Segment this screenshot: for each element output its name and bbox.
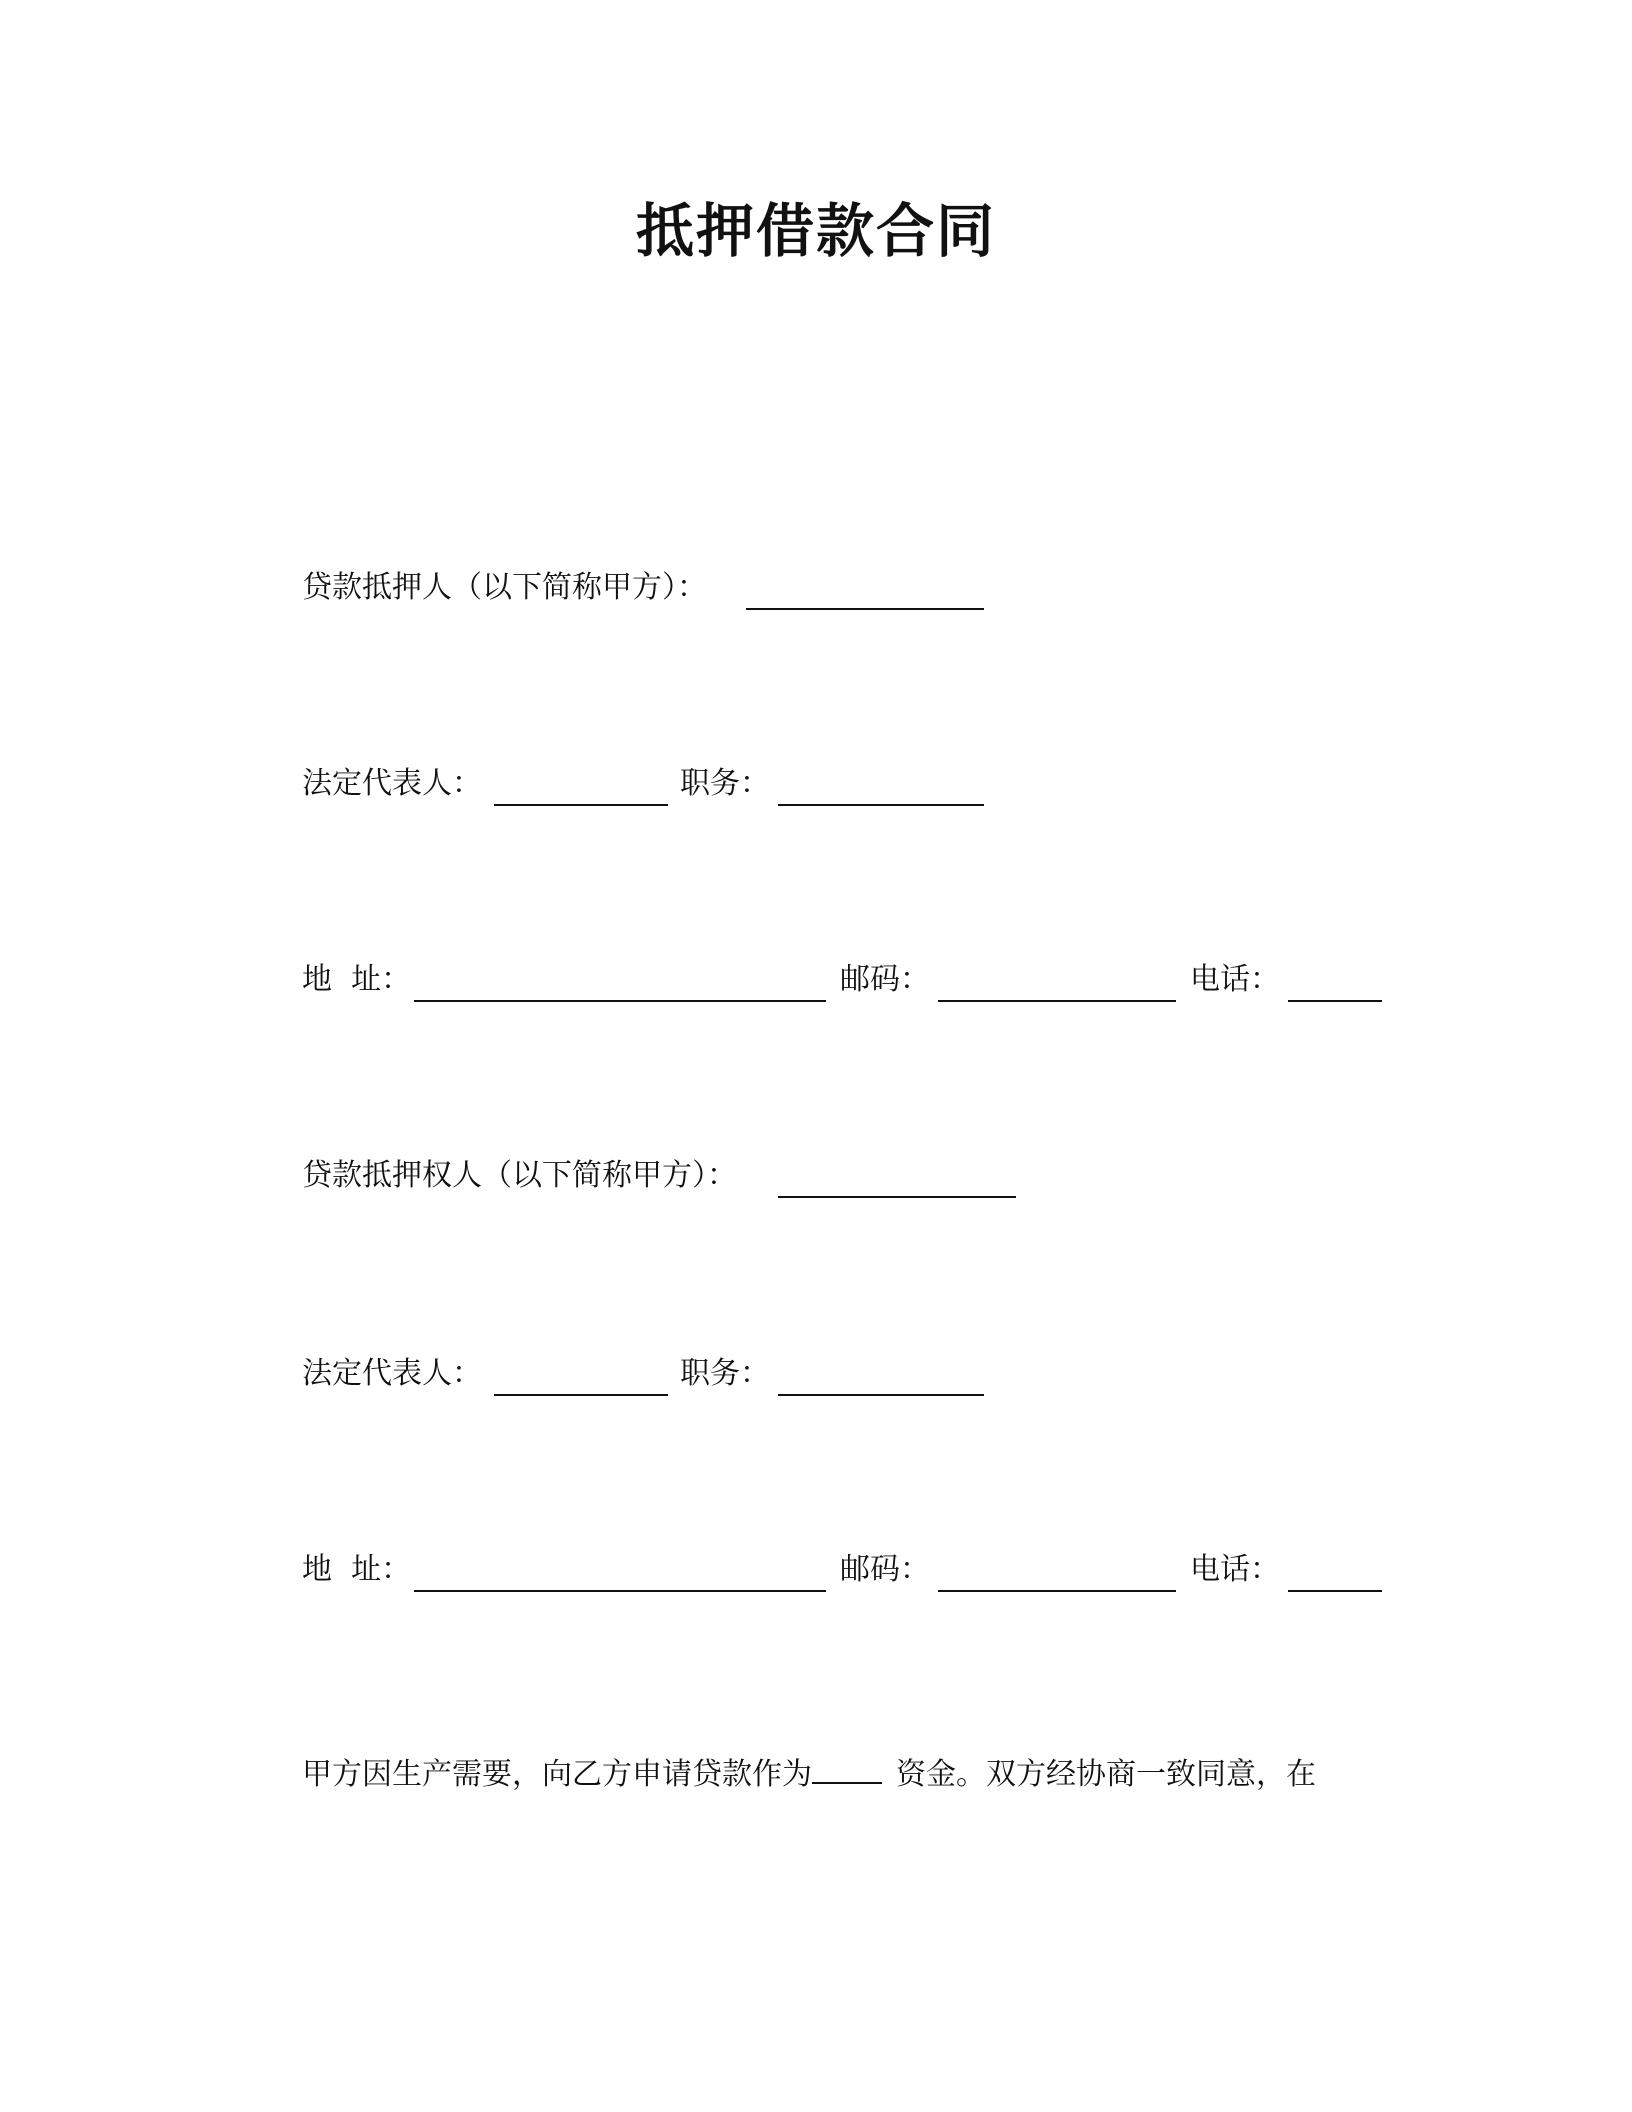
party-b-postcode-label: 邮码： bbox=[840, 1552, 930, 1587]
party-a-postcode-label: 邮码： bbox=[840, 962, 930, 997]
party-b-postcode-blank[interactable] bbox=[938, 1590, 1176, 1592]
body-paragraph-part1: 甲方因生产需要，向乙方申请贷款作为 bbox=[302, 1757, 812, 1792]
party-b-rep-label: 法定代表人： bbox=[302, 1356, 482, 1391]
party-b-address-blank[interactable] bbox=[414, 1590, 826, 1592]
party-a-name-blank[interactable] bbox=[746, 608, 984, 610]
party-a-rep-label: 法定代表人： bbox=[302, 766, 482, 801]
party-a-rep-blank[interactable] bbox=[494, 804, 668, 806]
party-b-position-label: 职务： bbox=[680, 1356, 770, 1391]
party-b-position-blank[interactable] bbox=[778, 1394, 984, 1396]
party-a-position-blank[interactable] bbox=[778, 804, 984, 806]
body-paragraph bbox=[302, 1748, 1316, 1799]
party-b-phone-label: 电话： bbox=[1190, 1552, 1280, 1587]
party-b-name-blank[interactable] bbox=[778, 1196, 1016, 1198]
party-b-phone-blank[interactable] bbox=[1288, 1590, 1382, 1592]
party-a-address-blank[interactable] bbox=[414, 1000, 826, 1002]
fund-purpose-blank[interactable] bbox=[812, 1748, 882, 1784]
party-b-address-label: 地 址： bbox=[302, 1552, 412, 1587]
party-a-phone-label: 电话： bbox=[1190, 962, 1280, 997]
body-paragraph-part2: 资金。双方经协商一致同意，在 bbox=[896, 1757, 1316, 1792]
party-a-phone-blank[interactable] bbox=[1288, 1000, 1382, 1002]
party-a-address-label: 地 址： bbox=[302, 962, 412, 997]
party-a-position-label: 职务： bbox=[680, 766, 770, 801]
party-b-rep-blank[interactable] bbox=[494, 1394, 668, 1396]
party-a-name-label: 贷款抵押人（以下简称甲方）： bbox=[302, 570, 707, 605]
party-b-name-label: 贷款抵押权人（以下简称甲方）： bbox=[302, 1158, 737, 1193]
party-a-postcode-blank[interactable] bbox=[938, 1000, 1176, 1002]
document-title: 抵押借款合同 bbox=[635, 197, 996, 265]
